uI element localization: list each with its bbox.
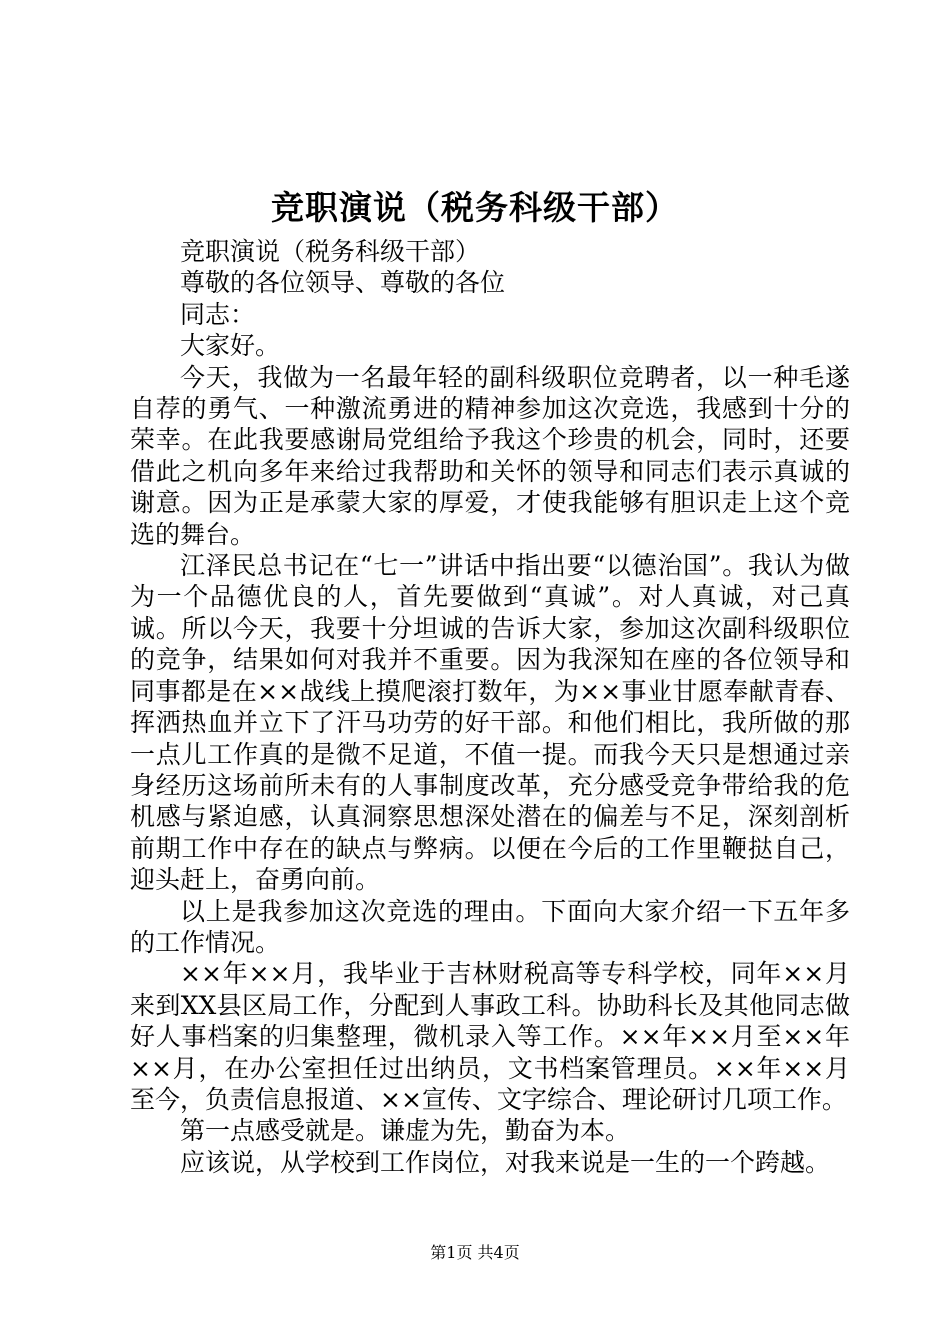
body-paragraph: 竞职演说（税务科级干部）	[180, 237, 481, 266]
page-footer: 第1页 共4页	[430, 1243, 520, 1262]
body-paragraph: 以上是我参加这次竞选的理由。下面向大家介绍一下五年多的工作情况。	[130, 896, 850, 957]
body-paragraph: ××年××月，我毕业于吉林财税高等专科学校，同年××月来到XX县区局工作，分配到人事政工科。协助科长及其他同志做好人事档案的归集整理，微机录入等工作。××年××月至××年××月，在办公室担任过出纳员，文书档案管理员。××年××月至今，负责信息报道、××宣传、文字综合、理论研讨几项工作。	[130, 959, 850, 1114]
body-paragraph: 应该说，从学校到工作岗位，对我来说是一生的一个跨越。	[180, 1147, 831, 1177]
body-paragraph: 同志：	[180, 299, 256, 329]
body-paragraph: 江泽民总书记在“七一”讲话中指出要“以德治国”。我认为做为一个品德优良的人，首先要做到“真诚”。对人真诚，对己真诚。所以今天，我要十分坦诚的告诉大家，参加这次副科级职位的竞争，结果如何对我并不重要。因为我深知在座的各位领导和同事都是在××战线上摸爬滚打数年，为××事业甘愿奉献青春、挥洒热血并立下了汗马功劳的好干部。和他们相比，我所做的那一点儿工作真的是微不足道，不值一提。而我今天只是想通过亲身经历这场前所未有的人事制度改革，充分感受竞争带给我的危机感与紧迫感，认真洞察思想深处潜在的偏差与不足，深刻剖析前期工作中存在的缺点与弊病。以便在今后的工作里鞭挞自己，迎头赶上，奋勇向前。	[130, 551, 850, 895]
document-body	[130, 236, 850, 1178]
body-paragraph: 尊敬的各位领导、尊敬的各位	[180, 268, 506, 298]
body-paragraph: 第一点感受就是。谦虚为先，勤奋为本。	[180, 1116, 631, 1146]
body-paragraph: 今天，我做为一名最年轻的副科级职位竞聘者，以一种毛遂自荐的勇气、一种激流勇进的精神参加这次竞选，我感到十分的荣幸。在此我要感谢局党组给予我这个珍贵的机会，同时，还要借此之机向多年来给过我帮助和关怀的领导和同志们表示真诚的谢意。因为正是承蒙大家的厚爱，才使我能够有胆识走上这个竞选的舞台。	[130, 362, 850, 549]
document-title: 竞职演说（税务科级干部）	[271, 188, 679, 227]
body-paragraph: 大家好。	[180, 331, 281, 361]
